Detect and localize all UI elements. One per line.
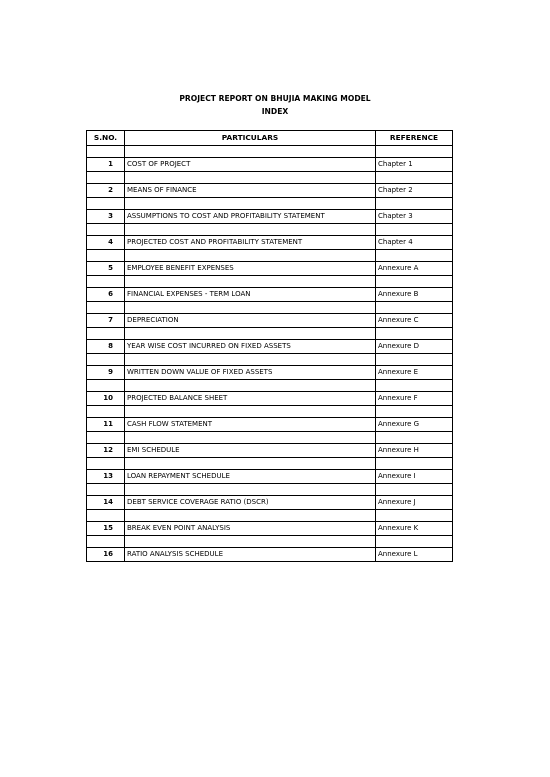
serial-number-cell: 3 [87, 210, 125, 224]
empty-cell [87, 432, 125, 444]
reference-cell: Annexure H [376, 444, 453, 458]
serial-number-cell: 8 [87, 340, 125, 354]
serial-number-cell: 6 [87, 288, 125, 302]
empty-cell [125, 406, 376, 418]
reference-cell: Chapter 2 [376, 184, 453, 198]
empty-cell [87, 354, 125, 366]
empty-cell [125, 146, 376, 158]
particulars-cell: COST OF PROJECT [125, 158, 376, 172]
table-row [87, 418, 453, 432]
spacer-row [87, 380, 453, 392]
serial-number-cell: 12 [87, 444, 125, 458]
empty-cell [125, 536, 376, 548]
serial-number-cell: 5 [87, 262, 125, 276]
empty-cell [125, 354, 376, 366]
empty-cell [376, 276, 453, 288]
empty-cell [87, 328, 125, 340]
particulars-cell: YEAR WISE COST INCURRED ON FIXED ASSETS [125, 340, 376, 354]
table-row [87, 288, 453, 302]
empty-cell [376, 146, 453, 158]
empty-cell [87, 146, 125, 158]
spacer-row [87, 276, 453, 288]
index-table [86, 130, 453, 562]
document-title: PROJECT REPORT ON BHUJIA MAKING MODEL [179, 94, 371, 103]
header-reference: REFERENCE [376, 131, 453, 146]
particulars-cell: RATIO ANALYSIS SCHEDULE [125, 548, 376, 562]
empty-cell [125, 484, 376, 496]
empty-cell [87, 458, 125, 470]
spacer-row [87, 172, 453, 184]
empty-cell [376, 458, 453, 470]
serial-number-cell: 13 [87, 470, 125, 484]
empty-cell [125, 458, 376, 470]
serial-number-cell: 9 [87, 366, 125, 380]
header-sno: S.NO. [87, 131, 125, 146]
serial-number-cell: 10 [87, 392, 125, 406]
table-row [87, 470, 453, 484]
empty-cell [376, 432, 453, 444]
reference-cell: Annexure B [376, 288, 453, 302]
empty-cell [87, 536, 125, 548]
serial-number-cell: 14 [87, 496, 125, 510]
table-row [87, 392, 453, 406]
empty-cell [87, 406, 125, 418]
empty-cell [87, 250, 125, 262]
empty-cell [376, 406, 453, 418]
reference-cell: Annexure D [376, 340, 453, 354]
document-subtitle: INDEX [261, 107, 289, 116]
spacer-row [87, 510, 453, 522]
reference-cell: Annexure E [376, 366, 453, 380]
serial-number-cell: 15 [87, 522, 125, 536]
reference-cell: Annexure G [376, 418, 453, 432]
serial-number-cell: 16 [87, 548, 125, 562]
serial-number-cell: 1 [87, 158, 125, 172]
table-row [87, 444, 453, 458]
reference-cell: Annexure J [376, 496, 453, 510]
serial-number-cell: 11 [87, 418, 125, 432]
particulars-cell: WRITTEN DOWN VALUE OF FIXED ASSETS [125, 366, 376, 380]
table-row [87, 236, 453, 250]
spacer-row [87, 458, 453, 470]
empty-cell [376, 484, 453, 496]
particulars-cell: ASSUMPTIONS TO COST AND PROFITABILITY STATEMENT [125, 210, 376, 224]
empty-cell [376, 536, 453, 548]
spacer-row [87, 432, 453, 444]
spacer-row [87, 354, 453, 366]
spacer-row [87, 198, 453, 210]
particulars-cell: PROJECTED BALANCE SHEET [125, 392, 376, 406]
table-row [87, 340, 453, 354]
empty-cell [376, 354, 453, 366]
empty-cell [87, 510, 125, 522]
spacer-row [87, 484, 453, 496]
serial-number-cell: 4 [87, 236, 125, 250]
empty-cell [87, 302, 125, 314]
spacer-row [87, 536, 453, 548]
header-particulars: PARTICULARS [125, 131, 376, 146]
reference-cell: Annexure K [376, 522, 453, 536]
table-row [87, 262, 453, 276]
particulars-cell: LOAN REPAYMENT SCHEDULE [125, 470, 376, 484]
table-row [87, 314, 453, 328]
empty-cell [125, 510, 376, 522]
reference-cell: Annexure F [376, 392, 453, 406]
particulars-cell: EMPLOYEE BENEFIT EXPENSES [125, 262, 376, 276]
spacer-row [87, 250, 453, 262]
empty-cell [87, 224, 125, 236]
spacer-row [87, 146, 453, 158]
spacer-row [87, 224, 453, 236]
reference-cell: Chapter 4 [376, 236, 453, 250]
particulars-cell: DEBT SERVICE COVERAGE RATIO (DSCR) [125, 496, 376, 510]
serial-number-cell: 7 [87, 314, 125, 328]
table-row [87, 184, 453, 198]
empty-cell [125, 432, 376, 444]
reference-cell: Annexure L [376, 548, 453, 562]
empty-cell [125, 250, 376, 262]
empty-cell [125, 380, 376, 392]
particulars-cell: FINANCIAL EXPENSES - TERM LOAN [125, 288, 376, 302]
serial-number-cell: 2 [87, 184, 125, 198]
empty-cell [125, 198, 376, 210]
spacer-row [87, 328, 453, 340]
particulars-cell: CASH FLOW STATEMENT [125, 418, 376, 432]
table-row [87, 210, 453, 224]
table-row [87, 548, 453, 562]
empty-cell [125, 224, 376, 236]
header-row [87, 131, 453, 146]
particulars-cell: DEPRECIATION [125, 314, 376, 328]
table-row [87, 496, 453, 510]
table-row [87, 522, 453, 536]
empty-cell [125, 172, 376, 184]
empty-cell [87, 276, 125, 288]
empty-cell [376, 172, 453, 184]
index-table-body [87, 146, 453, 562]
empty-cell [87, 172, 125, 184]
reference-cell: Annexure I [376, 470, 453, 484]
empty-cell [376, 380, 453, 392]
empty-cell [376, 250, 453, 262]
empty-cell [87, 380, 125, 392]
empty-cell [125, 302, 376, 314]
empty-cell [125, 328, 376, 340]
reference-cell: Annexure C [376, 314, 453, 328]
empty-cell [87, 198, 125, 210]
reference-cell: Chapter 1 [376, 158, 453, 172]
empty-cell [376, 302, 453, 314]
empty-cell [376, 224, 453, 236]
particulars-cell: EMI SCHEDULE [125, 444, 376, 458]
particulars-cell: MEANS OF FINANCE [125, 184, 376, 198]
empty-cell [376, 198, 453, 210]
particulars-cell: BREAK EVEN POINT ANALYSIS [125, 522, 376, 536]
empty-cell [376, 328, 453, 340]
particulars-cell: PROJECTED COST AND PROFITABILITY STATEMENT [125, 236, 376, 250]
table-row [87, 158, 453, 172]
table-row [87, 366, 453, 380]
empty-cell [376, 510, 453, 522]
spacer-row [87, 406, 453, 418]
reference-cell: Chapter 3 [376, 210, 453, 224]
reference-cell: Annexure A [376, 262, 453, 276]
spacer-row [87, 302, 453, 314]
empty-cell [87, 484, 125, 496]
empty-cell [125, 276, 376, 288]
